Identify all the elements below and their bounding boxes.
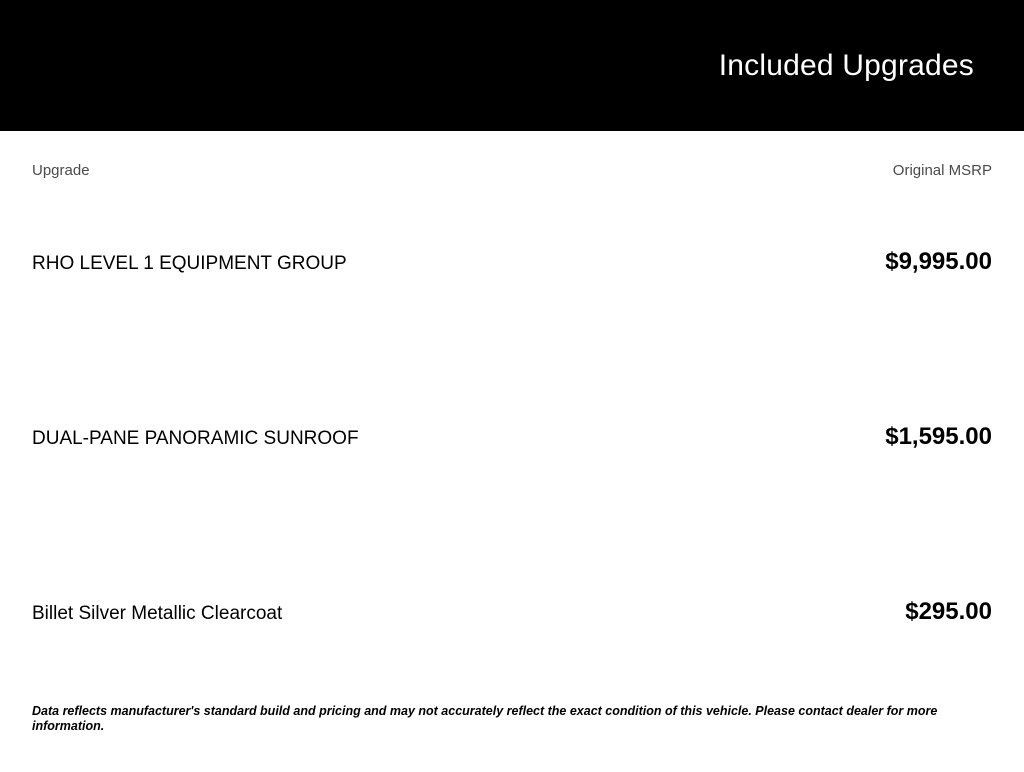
upgrade-price: $295.00 [905, 598, 992, 625]
upgrade-price: $9,995.00 [885, 248, 992, 275]
table-row [32, 179, 992, 354]
upgrade-name: DUAL-PANE PANORAMIC SUNROOF [32, 428, 359, 449]
upgrade-name: RHO LEVEL 1 EQUIPMENT GROUP [32, 253, 347, 274]
table-row [32, 354, 992, 529]
upgrade-name: Billet Silver Metallic Clearcoat [32, 603, 283, 624]
page-header [0, 0, 1024, 131]
upgrade-price: $1,595.00 [885, 423, 992, 450]
upgrades-list [32, 179, 992, 704]
table-row [32, 529, 992, 704]
upgrades-content [0, 131, 1024, 772]
table-header-row [32, 131, 992, 179]
column-header-msrp: Original MSRP [892, 162, 992, 179]
disclaimer-text: Data reflects manufacturer's standard build and pricing and may not accurately reflect the exact condition of this vehicle. Please contact dealer for more information. [32, 704, 938, 733]
page-title: Included Upgrades [718, 48, 974, 82]
column-header-upgrade: Upgrade [32, 162, 90, 179]
